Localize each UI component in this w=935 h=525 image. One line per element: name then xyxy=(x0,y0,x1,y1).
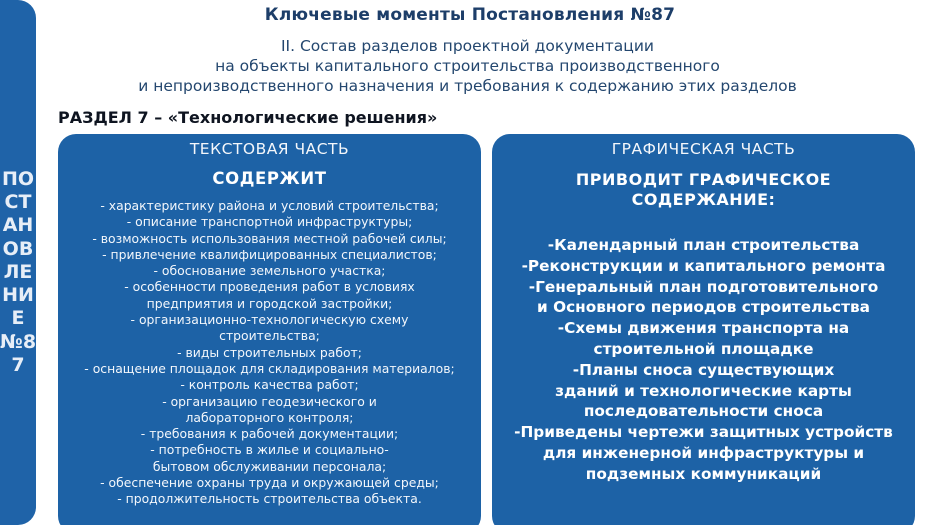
graphic-part-panel xyxy=(492,134,915,525)
subtitle-line-2: на объекты капитального строительства производственного xyxy=(215,57,720,75)
list-item: -Генеральный план подготовительного и Основного периодов строительства xyxy=(528,277,879,317)
list-item: - требования к рабочей документации; xyxy=(140,426,399,442)
graphic-part-subheading: ПРИВОДИТ ГРАФИЧЕСКОЕ СОДЕРЖАНИЕ: xyxy=(575,170,832,209)
list-item: -Планы сноса существующих зданий и технологические карты последовательности сноса xyxy=(555,360,852,421)
text-part-list xyxy=(58,198,481,508)
list-item: - потребность в жилье и социально-бытовом обслуживании персонала; xyxy=(150,442,389,474)
list-item: - описание транспортной инфраструктуры; xyxy=(126,214,413,230)
text-part-panel xyxy=(58,134,481,525)
list-item: - обоснование земельного участка; xyxy=(153,263,386,279)
list-item: -Календарный план строительства xyxy=(547,236,860,254)
list-item: - особенности проведения работ в условиях предприятия и городской застройки; xyxy=(124,279,415,311)
list-item: - характеристику района и условий строительства; xyxy=(100,198,439,213)
list-item: - организационно-технологическую схему строительства; xyxy=(130,312,409,344)
subtitle-line-1: II. Состав разделов проектной документации xyxy=(280,37,655,55)
list-item: - контроль качества работ; xyxy=(180,377,359,393)
list-item: - продолжительность строительства объекта. xyxy=(117,491,422,507)
subtitle-line-3: и непроизводственного назначения и требования к содержанию этих разделов xyxy=(138,77,797,95)
graphic-part-list xyxy=(492,235,915,485)
page-title: Ключевые моменты Постановления №87 xyxy=(264,5,676,25)
list-item: -Схемы движения транспорта на строительной площадке xyxy=(557,319,850,358)
list-item: - оснащение площадок для складирования материалов; xyxy=(84,360,455,376)
list-item: - обеспечение охраны труда и окружающей среды; xyxy=(100,475,439,491)
list-item: -Реконструкции и капитального ремонта xyxy=(521,256,886,275)
section-label: РАЗДЕЛ 7 – «Технологические решения» xyxy=(58,108,438,127)
list-item: - возможность использования местной рабочей силы; xyxy=(92,230,447,246)
vertical-sidebar xyxy=(0,0,36,525)
list-item: - виды строительных работ; xyxy=(177,344,362,360)
list-item: - организацию геодезического и лабораторного контроля; xyxy=(162,393,377,425)
text-part-heading: ТЕКСТОВАЯ ЧАСТЬ xyxy=(189,140,350,158)
page-subtitle xyxy=(60,36,875,96)
sidebar-vertical-title: ПОСТАНОВЛЕНИЕ№87 xyxy=(0,168,37,376)
list-item: -Приведены чертежи защитных устройств для инженерной инфраструктуры и подземных коммуникаций xyxy=(514,423,893,483)
text-part-subheading: СОДЕРЖИТ xyxy=(212,169,327,188)
list-item: - привлечение квалифицированных специалистов; xyxy=(102,246,437,262)
graphic-part-heading: ГРАФИЧЕСКАЯ ЧАСТЬ xyxy=(611,140,796,158)
